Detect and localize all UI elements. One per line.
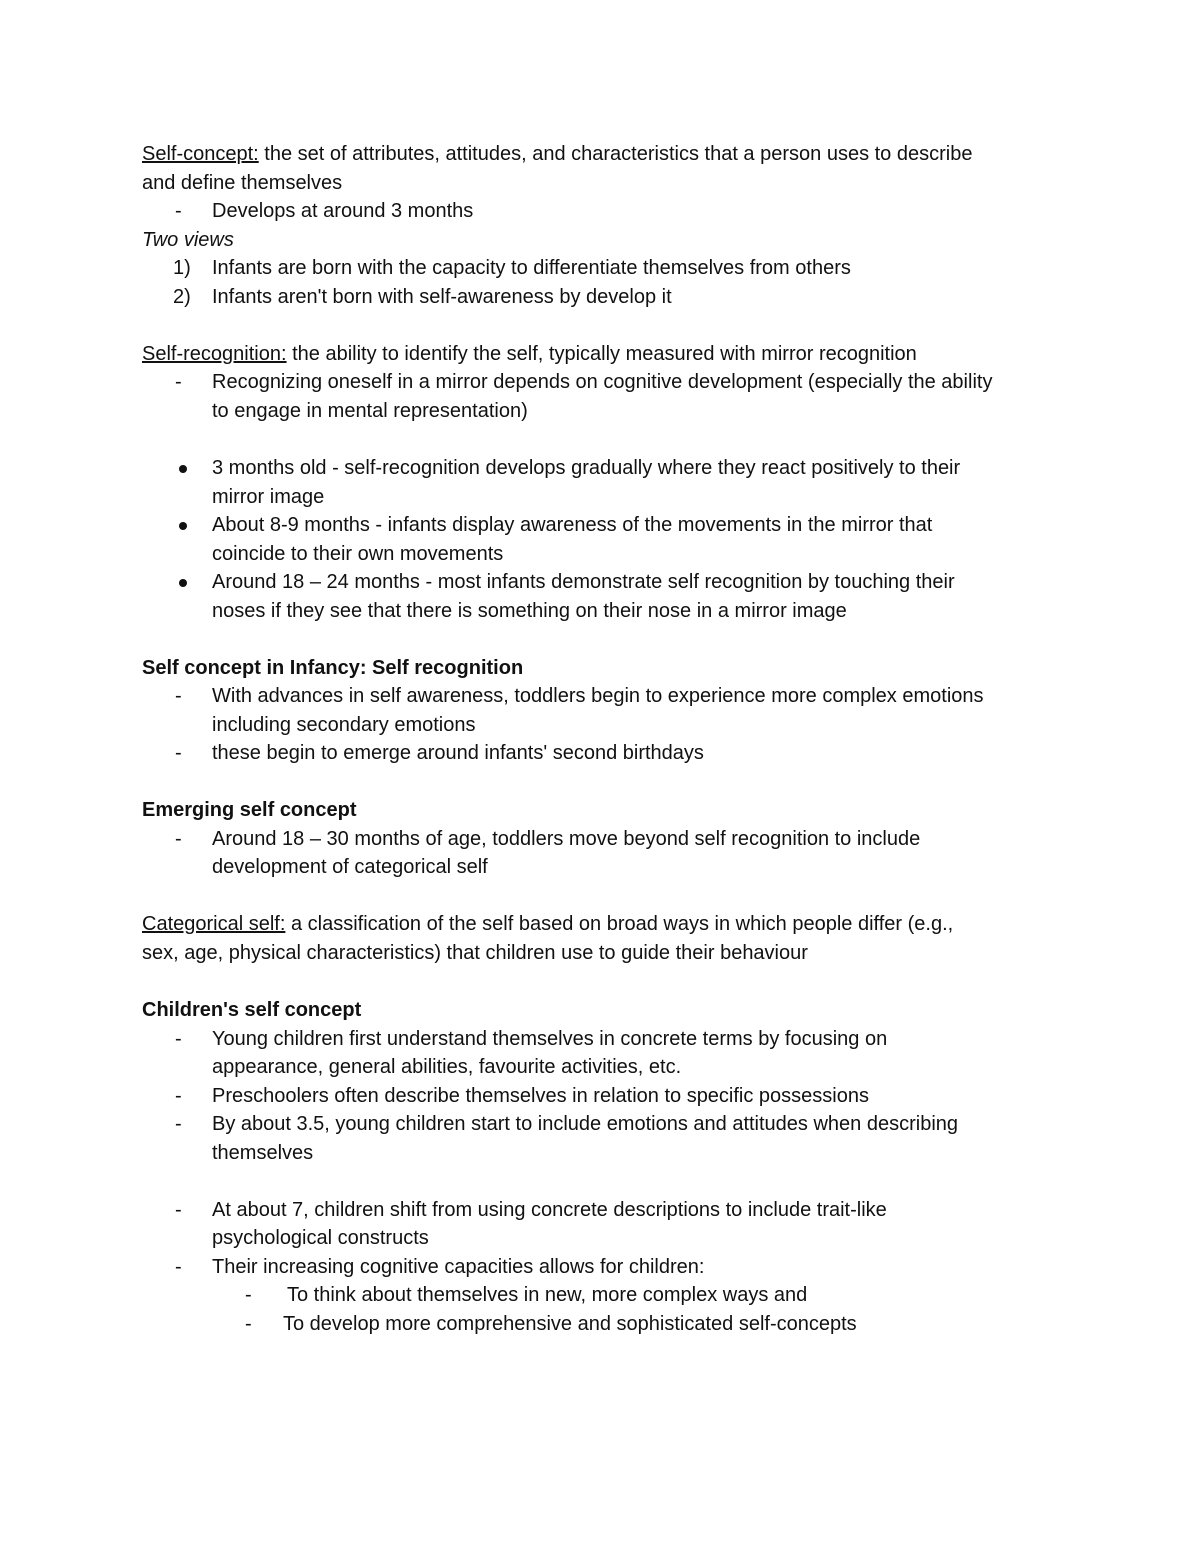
children-sub-bullet-2: To develop more comprehensive and sophisticated self-concepts [283,1313,857,1335]
dash-marker: - [175,828,182,850]
self-recognition-term: Self-recognition: [142,343,287,365]
children-bullet-4-line2: psychological constructs [212,1227,429,1249]
dash-marker: - [175,685,182,707]
self-concept-term: Self-concept: [142,143,259,165]
children-bullet-1-line1: Young children first understand themselves in concrete terms by focusing on [212,1028,888,1050]
milestone-2-line2: coincide to their own movements [212,543,504,565]
list-number-1: 1) [173,257,191,279]
categorical-self-def-line2: sex, age, physical characteristics) that children use to guide their behaviour [142,942,808,964]
bullet-dot-icon [179,579,187,587]
sub-dash-marker: - [245,1313,252,1335]
dash-marker: - [175,1199,182,1221]
self-recognition-definition [142,342,917,366]
milestone-1-line2: mirror image [212,486,325,508]
sub-dash-marker: - [245,1284,252,1306]
self-recognition-bullet-line1: Recognizing oneself in a mirror depends on cognitive development (especially the ability [212,371,993,393]
milestone-3-line1: Around 18 – 24 months - most infants demonstrate self recognition by touching their [212,571,955,593]
two-views-heading: Two views [142,229,234,251]
emerging-bullet-line2: development of categorical self [212,856,488,878]
section-heading-emerging: Emerging self concept [142,799,357,821]
children-bullet-4-line1: At about 7, children shift from using concrete descriptions to include trait-like [212,1199,887,1221]
self-concept-definition [142,142,972,166]
children-sub-bullet-1: To think about themselves in new, more complex ways and [287,1284,808,1306]
bullet-dot-icon [179,522,187,530]
dash-marker: - [175,200,182,222]
section-heading-children: Children's self concept [142,999,362,1021]
children-bullet-2: Preschoolers often describe themselves in relation to specific possessions [212,1085,869,1107]
dash-marker: - [175,742,182,764]
section-heading-infancy: Self concept in Infancy: Self recognition [142,657,524,679]
dash-marker: - [175,1113,182,1135]
categorical-self-def-line1: a classification of the self based on broad ways in which people differ (e.g., [285,913,954,935]
self-concept-def-line1: the set of attributes, attitudes, and characteristics that a person uses to describe [258,143,973,165]
bullet-dot-icon [179,465,187,473]
categorical-self-definition [142,912,953,936]
categorical-self-term: Categorical self: [142,913,286,935]
self-concept-def-line2: and define themselves [142,172,343,194]
dash-marker: - [175,371,182,393]
children-bullet-3-line1: By about 3.5, young children start to include emotions and attitudes when describing [212,1113,959,1135]
milestone-1-line1: 3 months old - self-recognition develops gradually where they react positively to their [212,457,961,479]
infancy-bullet-1-line1: With advances in self awareness, toddlers begin to experience more complex emotions [212,685,984,707]
milestone-2-line1: About 8-9 months - infants display awareness of the movements in the mirror that [212,514,933,536]
dash-marker: - [175,1256,182,1278]
view-item-1: Infants are born with the capacity to differentiate themselves from others [212,257,851,279]
children-bullet-3-line2: themselves [212,1142,314,1164]
view-item-2: Infants aren't born with self-awareness by develop it [212,286,672,308]
self-recognition-def: the ability to identify the self, typically measured with mirror recognition [286,343,917,365]
dash-marker: - [175,1085,182,1107]
infancy-bullet-1-line2: including secondary emotions [212,714,476,736]
list-number-2: 2) [173,286,191,308]
milestone-3-line2: noses if they see that there is something on their nose in a mirror image [212,600,847,622]
self-recognition-bullet-line2: to engage in mental representation) [212,400,528,422]
infancy-bullet-2: these begin to emerge around infants' second birthdays [212,742,704,764]
dash-marker: - [175,1028,182,1050]
emerging-bullet-line1: Around 18 – 30 months of age, toddlers move beyond self recognition to include [212,828,921,850]
self-concept-bullet: Develops at around 3 months [212,200,474,222]
children-bullet-5: Their increasing cognitive capacities allows for children: [212,1256,705,1278]
children-bullet-1-line2: appearance, general abilities, favourite activities, etc. [212,1056,682,1078]
